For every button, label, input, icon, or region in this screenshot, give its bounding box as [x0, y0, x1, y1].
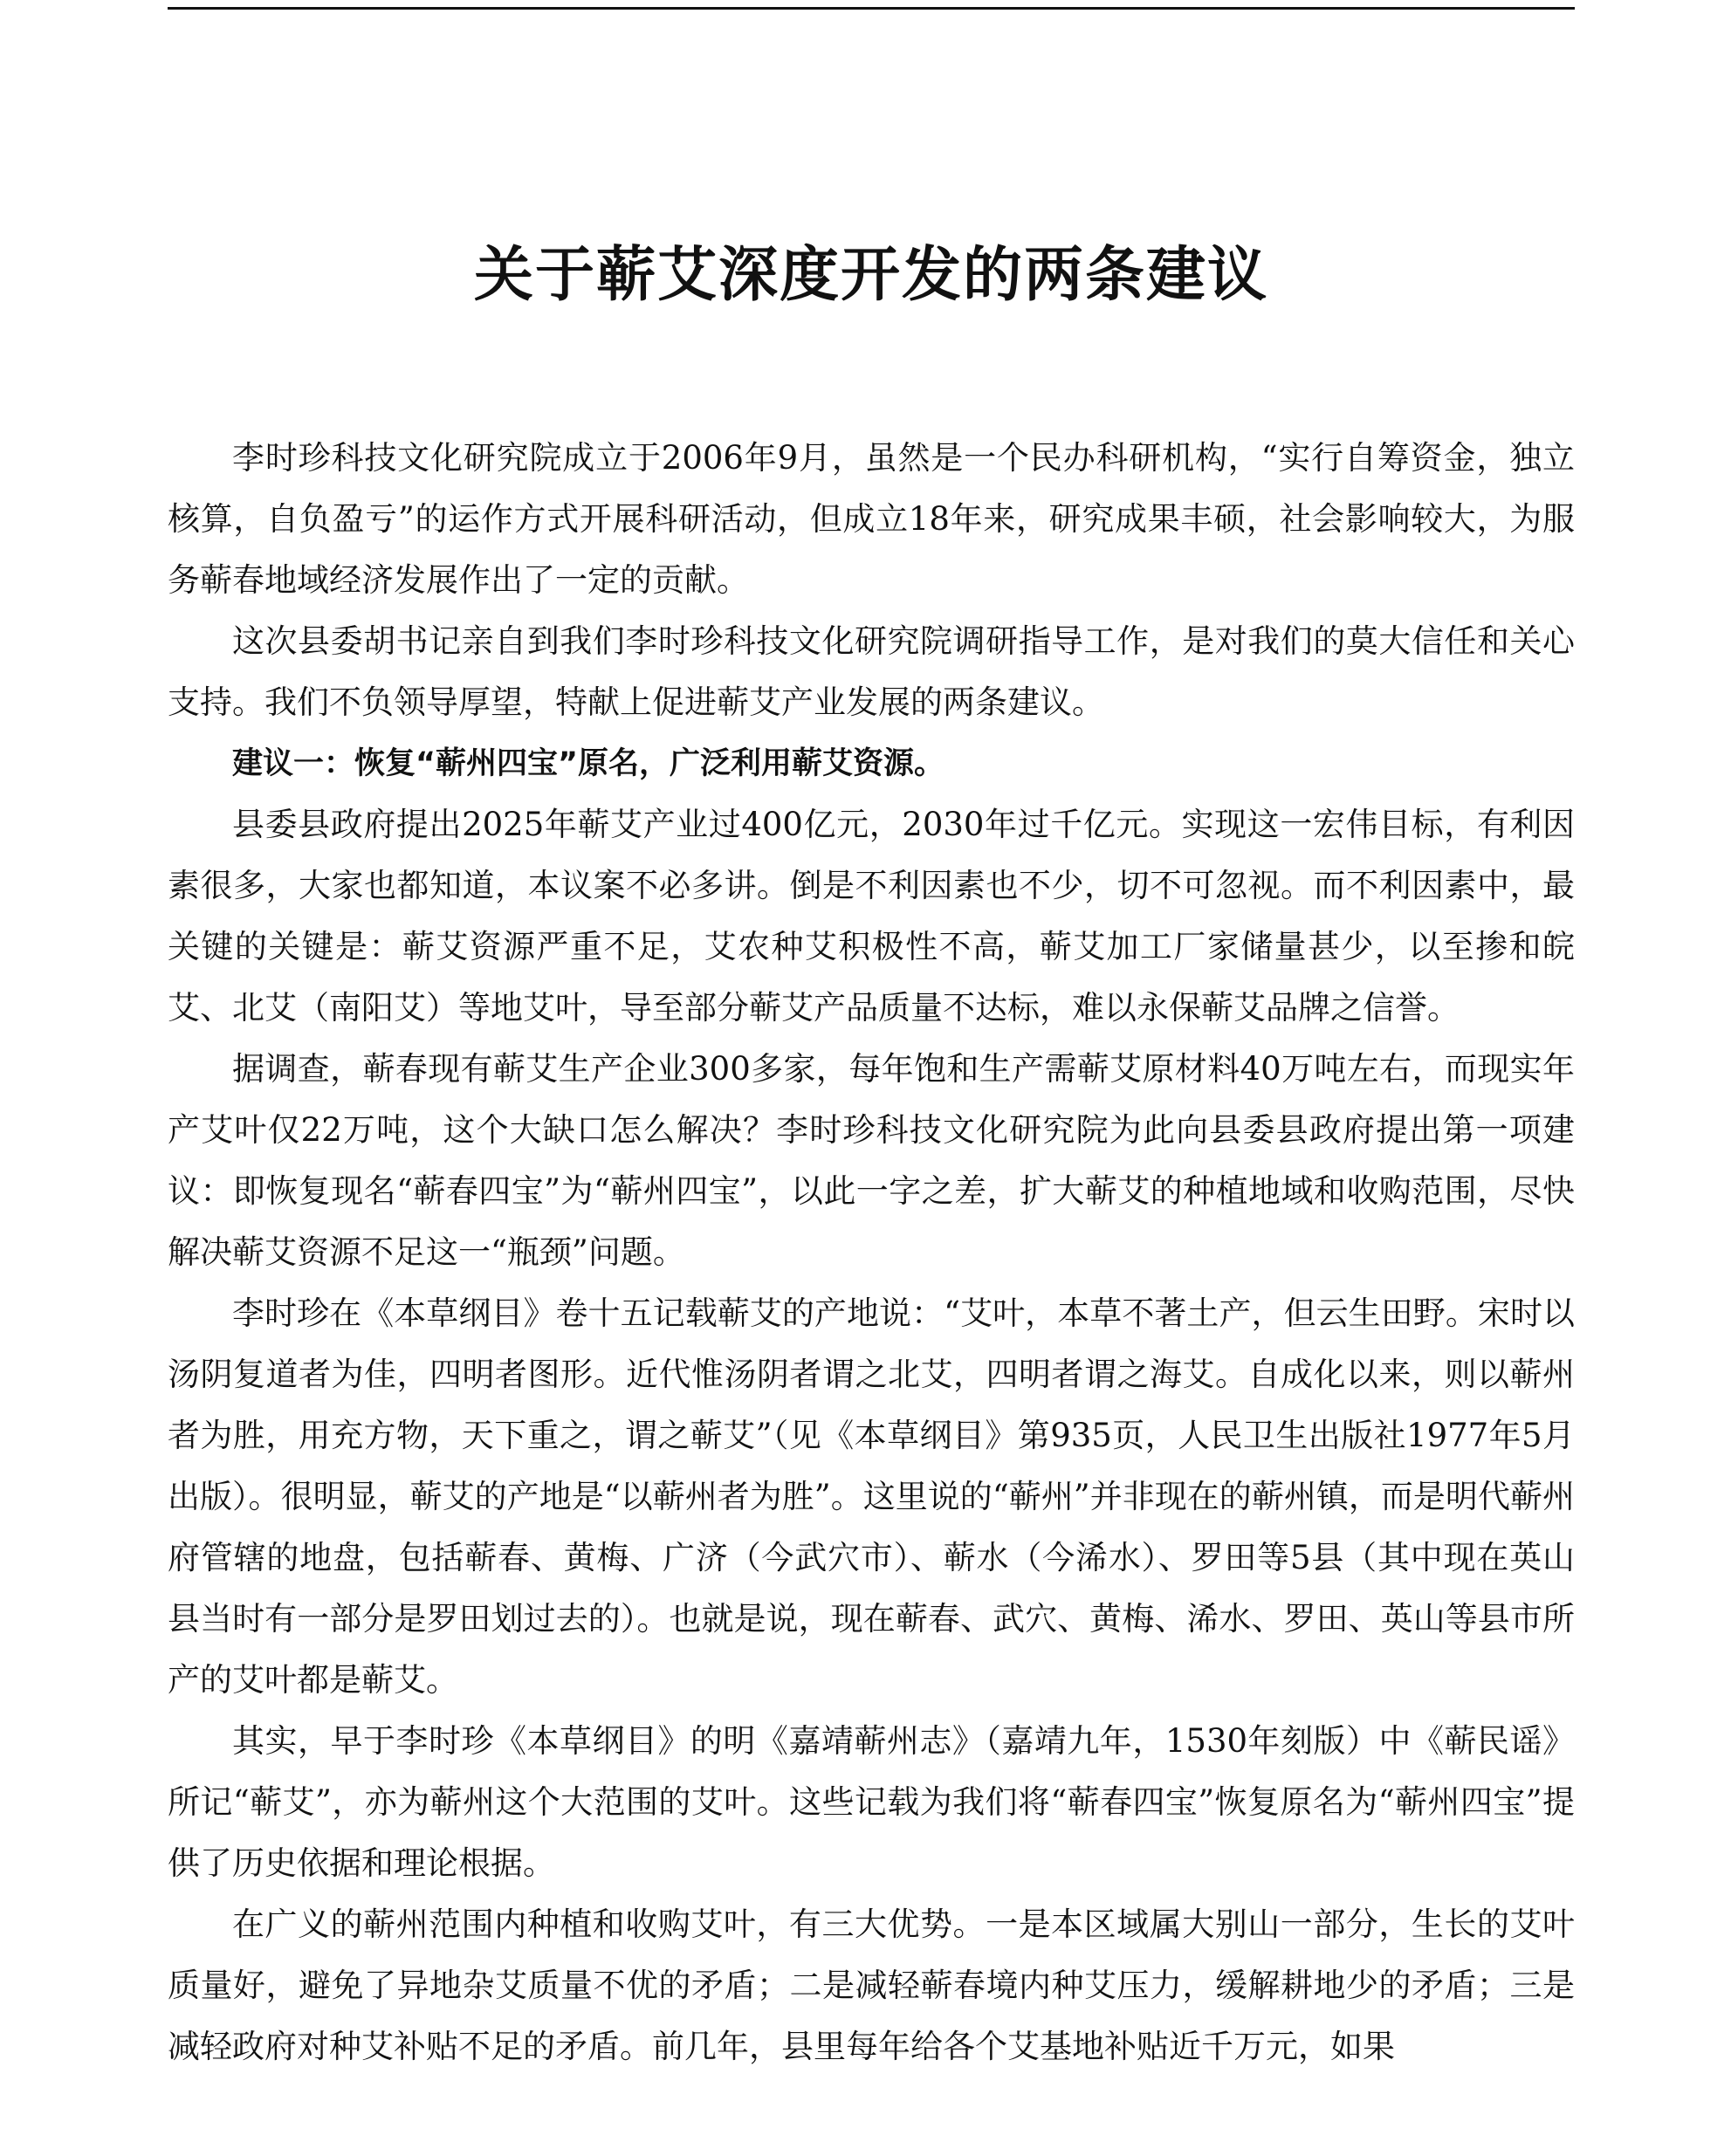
paragraph-goal: 县委县政府提出2025年蕲艾产业过400亿元，2030年过千亿元。实现这一宏伟目标，有利因素很多，大家也都知道，本议案不必多讲。倒是不利因素也不少，切不可忽视。而不利因素中，最关键的关键是：蕲艾资源严重不足，艾农种艾积极性不高，蕲艾加工厂家储量甚少，以至掺和皖艾、北艾（南阳艾）等地艾叶，导至部分蕲艾产品质量不达标，难以永保蕲艾品牌之信誉。 [168, 806, 1575, 1027]
suggestion-one-heading: 建议一：恢复“蕲州四宝”原名，广泛利用蕲艾资源。 [232, 746, 945, 781]
paragraph-advantages: 在广义的蕲州范围内种植和收购艾叶，有三大优势。一是本区域属大别山一部分，生长的艾叶质量好，避免了异地杂艾质量不优的矛盾；二是减轻蕲春境内种艾压力，缓解耕地少的矛盾；三是减轻政府对种艾补贴不足的矛盾。前几年，县里每年给各个艾基地补贴近千万元，如果 [168, 1905, 1575, 2065]
paragraph-intro: 李时珍科技文化研究院成立于2006年9月，虽然是一个民办科研机构，“实行自筹资金，独立核算，自负盈亏”的运作方式开展科研活动，但成立18年来，研究成果丰硕，社会影响较大，为服务蕲春地域经济发展作出了一定的贡献。 [168, 439, 1575, 599]
document-title: 关于蕲艾深度开发的两条建议 [473, 240, 1268, 310]
paragraph-jiajing: 其实，早于李时珍《本草纲目》的明《嘉靖蕲州志》（嘉靖九年，1530年刻版）中《蕲民谣》所记“蕲艾”，亦为蕲州这个大范围的艾叶。这些记载为我们将“蕲春四宝”恢复原名为“蕲州四宝”提供了历史依据和理论根据。 [168, 1722, 1575, 1882]
header-rule [168, 7, 1575, 10]
paragraph-visit: 这次县委胡书记亲自到我们李时珍科技文化研究院调研指导工作，是对我们的莫大信任和关心支持。我们不负领导厚望，特献上促进蕲艾产业发展的两条建议。 [168, 622, 1575, 721]
paragraph-bencao: 李时珍在《本草纲目》卷十五记载蕲艾的产地说：“艾叶，本草不著土产，但云生田野。宋时以汤阴复道者为佳，四明者图形。近代惟汤阴者谓之北艾，四明者谓之海艾。自成化以来，则以蕲州者为胜，用充方物，天下重之，谓之蕲艾”（见《本草纲目》第935页，人民卫生出版社1977年5月出版）。很明显，蕲艾的产地是“以蕲州者为胜”。这里说的“蕲州”并非现在的蕲州镇，而是明代蕲州府管辖的地盘，包括蕲春、黄梅、广济（今武穴市）、蕲水（今浠水）、罗田等5县（其中现在英山县当时有一部分是罗田划过去的）。也就是说，现在蕲春、武穴、黄梅、浠水、罗田、英山等县市所产的艾叶都是蕲艾。 [168, 1294, 1575, 1699]
paragraph-survey: 据调查，蕲春现有蕲艾生产企业300多家，每年饱和生产需蕲艾原材料40万吨左右，而现实年产艾叶仅22万吨，这个大缺口怎么解决？李时珍科技文化研究院为此向县委县政府提出第一项建议：即恢复现名“蕲春四宝”为“蕲州四宝”，以此一字之差，扩大蕲艾的种植地域和收购范围，尽快解决蕲艾资源不足这一“瓶颈”问题。 [168, 1050, 1575, 1271]
document-body [168, 428, 1575, 2077]
